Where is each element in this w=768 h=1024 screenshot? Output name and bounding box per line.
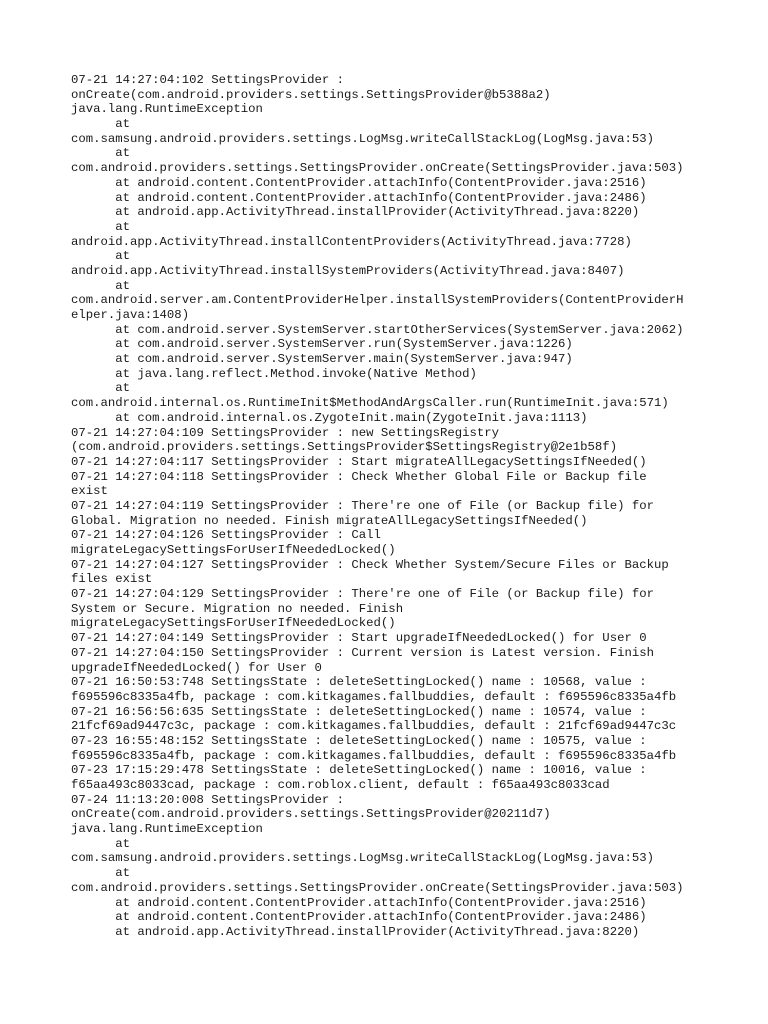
log-line: 07-23 16:55:48:152 SettingsState : deleteSettingLocked() name : 10575, value : [71, 733, 647, 748]
log-line: at [71, 219, 131, 234]
log-text-block [71, 73, 701, 940]
log-line: f695596c8335a4fb, package : com.kitkagames.fallbuddies, default : f695596c8335a4fb [71, 689, 677, 704]
log-line: 07-21 14:27:04:129 SettingsProvider : There're one of File (or Backup file) for [71, 587, 654, 602]
log-line: at android.app.ActivityThread.installProvider(ActivityThread.java:8220) [71, 205, 640, 220]
log-line: 07-21 14:27:04:118 SettingsProvider : Check Whether Global File or Backup file [71, 469, 647, 484]
log-line: 21fcf69ad9447c3c, package : com.kitkagames.fallbuddies, default : 21fcf69ad9447c3c [71, 719, 677, 734]
log-line: (com.android.providers.settings.SettingsProvider$SettingsRegistry@2e1b58f) [71, 440, 618, 455]
log-line: com.samsung.android.providers.settings.LogMsg.writeCallStackLog(LogMsg.java:53) [71, 131, 654, 146]
log-line: f65aa493c8033cad, package : com.roblox.client, default : f65aa493c8033cad [71, 778, 610, 792]
log-line: at android.content.ContentProvider.attachInfo(ContentProvider.java:2486) [71, 910, 647, 925]
log-line: 07-21 14:27:04:102 SettingsProvider : [71, 73, 345, 87]
log-line: onCreate(com.android.providers.settings.SettingsProvider@b5388a2) [71, 87, 551, 102]
log-line: files exist [71, 572, 153, 587]
log-line: at [71, 866, 131, 881]
log-line: at com.android.server.SystemServer.startOtherServices(SystemServer.java:2062) [71, 322, 684, 337]
log-line: migrateLegacySettingsForUserIfNeededLocked() [71, 543, 396, 557]
log-line: at com.android.server.SystemServer.main(SystemServer.java:947) [71, 352, 573, 367]
log-line: upgradeIfNeededLocked() for User 0 [71, 660, 322, 675]
log-line: at [71, 836, 131, 851]
log-line: at [71, 278, 131, 293]
log-line: System or Secure. Migration no needed. Finish [71, 601, 404, 616]
log-line: at android.content.ContentProvider.attachInfo(ContentProvider.java:2516) [71, 895, 647, 910]
log-line: at com.android.internal.os.ZygoteInit.main(ZygoteInit.java:1113) [71, 410, 588, 425]
log-line: 07-21 14:27:04:119 SettingsProvider : There're one of File (or Backup file) for [71, 498, 654, 513]
log-line: com.android.providers.settings.SettingsProvider.onCreate(SettingsProvider.java:503) [71, 880, 684, 895]
log-line: 07-21 14:27:04:149 SettingsProvider : Start upgradeIfNeededLocked() for User 0 [71, 631, 647, 646]
log-line: migrateLegacySettingsForUserIfNeededLocked() [71, 616, 396, 631]
log-line: 07-21 14:27:04:127 SettingsProvider : Check Whether System/Secure Files or Backup [71, 557, 669, 572]
log-line: 07-21 16:56:56:635 SettingsState : deleteSettingLocked() name : 10574, value : [71, 704, 647, 719]
log-line: 07-21 16:50:53:748 SettingsState : deleteSettingLocked() name : 10568, value : [71, 675, 647, 690]
log-line: at com.android.server.SystemServer.run(SystemServer.java:1226) [71, 337, 573, 352]
log-line: com.android.server.am.ContentProviderHelper.installSystemProviders(ContentProviderH [71, 293, 684, 308]
log-line: at [71, 249, 131, 264]
log-line: 07-24 11:13:20:008 SettingsProvider : [71, 792, 345, 807]
log-line: at android.content.ContentProvider.attachInfo(ContentProvider.java:2486) [71, 190, 647, 205]
log-line: elper.java:1408) [71, 308, 190, 322]
log-line: Global. Migration no needed. Finish migrateAllLegacySettingsIfNeeded() [71, 513, 588, 528]
log-line: 07-21 14:27:04:117 SettingsProvider : Start migrateAllLegacySettingsIfNeeded() [71, 454, 647, 469]
log-line: onCreate(com.android.providers.settings.SettingsProvider@20211d7) [71, 807, 551, 822]
log-line: at android.app.ActivityThread.installProvider(ActivityThread.java:8220) [71, 924, 640, 939]
log-line: exist [71, 484, 108, 499]
log-line: 07-23 17:15:29:478 SettingsState : deleteSettingLocked() name : 10016, value : [71, 763, 647, 778]
log-line: 07-21 14:27:04:126 SettingsProvider : Call [71, 528, 381, 543]
log-line: com.samsung.android.providers.settings.LogMsg.writeCallStackLog(LogMsg.java:53) [71, 851, 654, 866]
log-line: java.lang.RuntimeException [71, 102, 263, 117]
log-line: android.app.ActivityThread.installSystemProviders(ActivityThread.java:8407) [71, 263, 625, 278]
log-line: at [71, 117, 131, 132]
log-line: java.lang.RuntimeException [71, 822, 263, 837]
log-line: 07-21 14:27:04:150 SettingsProvider : Current version is Latest version. Finish [71, 645, 654, 660]
log-line: com.android.internal.os.RuntimeInit$MethodAndArgsCaller.run(RuntimeInit.java:571) [71, 396, 669, 411]
log-line: com.android.providers.settings.SettingsProvider.onCreate(SettingsProvider.java:503) [71, 161, 684, 176]
log-line: at [71, 146, 131, 161]
log-line: at android.content.ContentProvider.attachInfo(ContentProvider.java:2516) [71, 175, 647, 190]
log-line: 07-21 14:27:04:109 SettingsProvider : new SettingsRegistry [71, 425, 500, 440]
log-line: android.app.ActivityThread.installContentProviders(ActivityThread.java:7728) [71, 234, 632, 249]
log-line: at java.lang.reflect.Method.invoke(Native Method) [71, 366, 477, 381]
log-line: at [71, 381, 131, 396]
log-line: f695596c8335a4fb, package : com.kitkagames.fallbuddies, default : f695596c8335a4fb [71, 748, 677, 763]
